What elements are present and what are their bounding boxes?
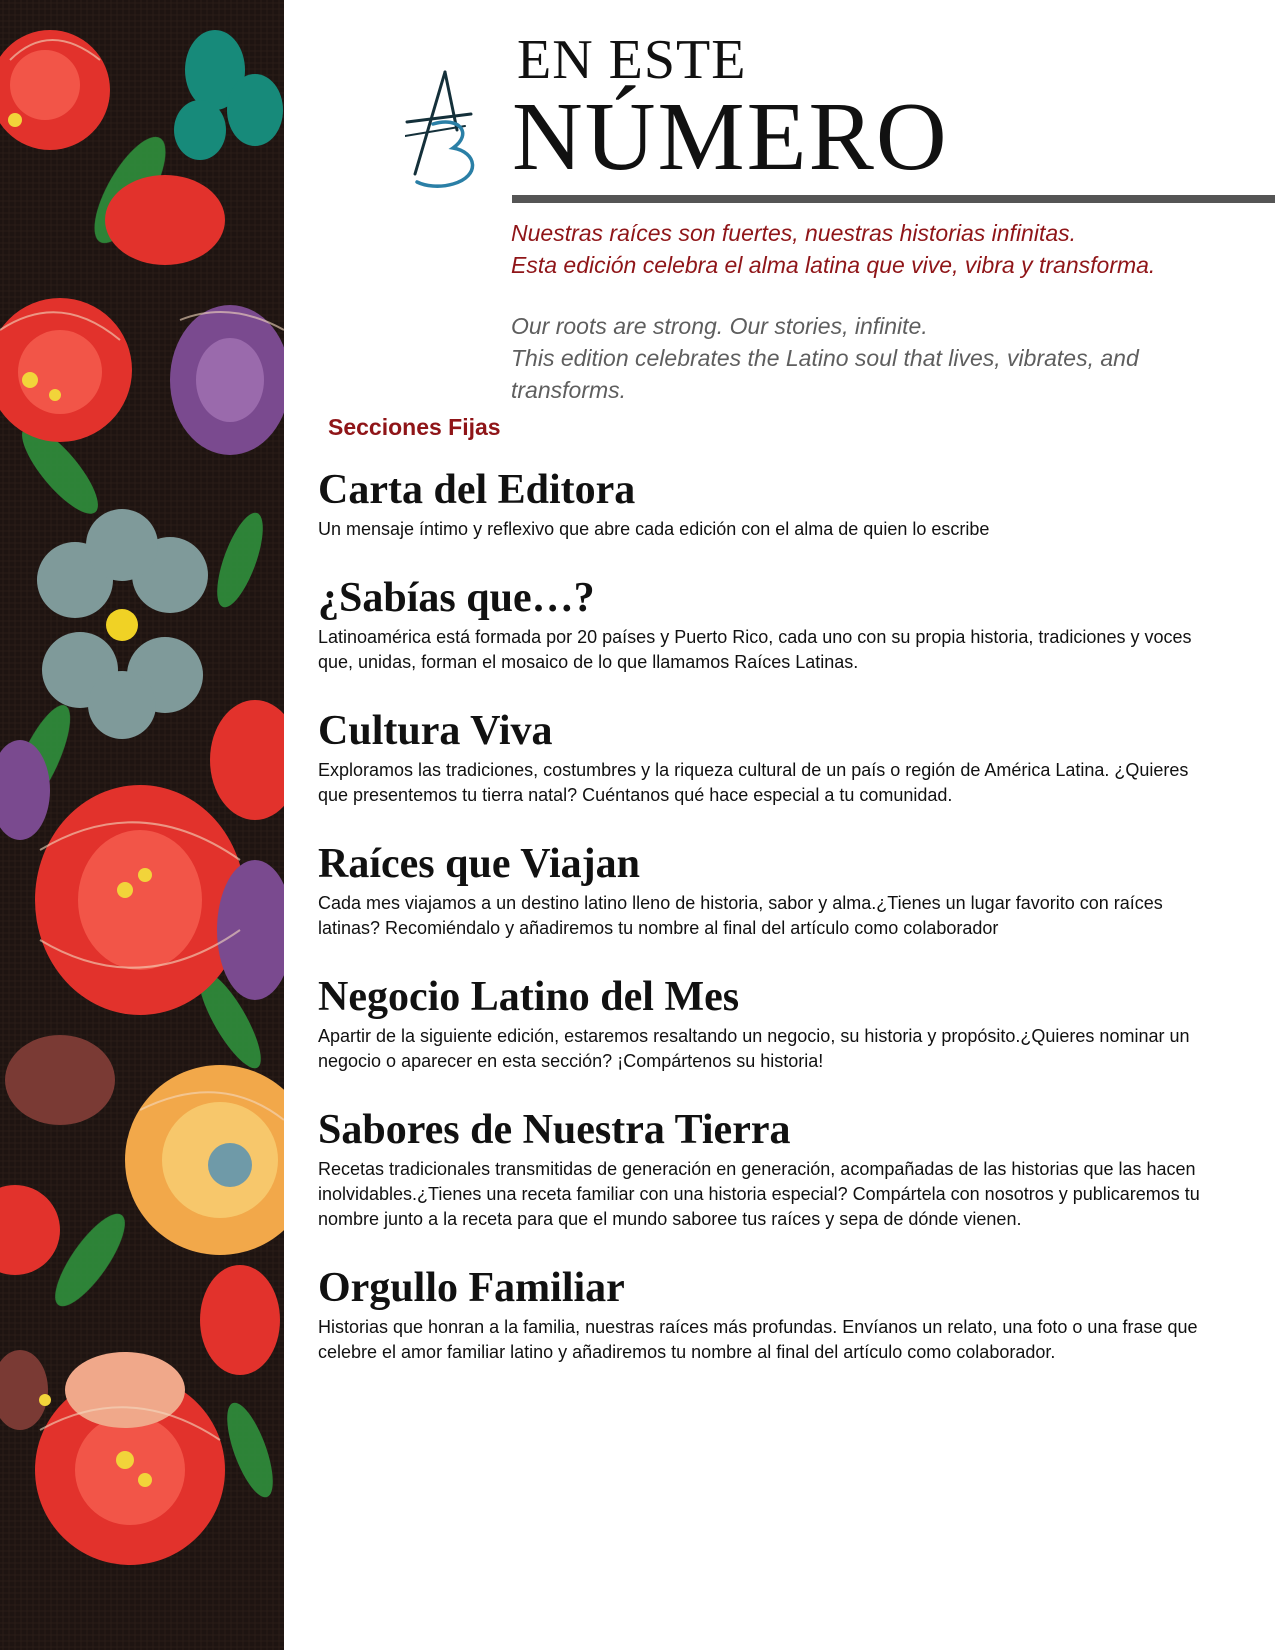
section-title: Orgullo Familiar	[318, 1265, 625, 1311]
intro-english-line2: This edition celebrates the Latino soul that lives, vibrates, and transforms.	[511, 345, 1139, 403]
section-description: Cada mes viajamos a un destino latino lleno de historia, sabor y alma.¿Tienes un lugar favorito con raíces latinas? Recomiéndalo y añadiremos tu nombre al final del artículo como colaborador	[318, 893, 1163, 938]
intro-spanish	[511, 217, 1211, 281]
page-title-line2: NÚMERO	[512, 83, 949, 191]
intro-spanish-line2: Esta edición celebra el alma latina que vive, vibra y transforma.	[511, 252, 1156, 278]
page-title-line1: EN ESTE	[517, 29, 747, 91]
title-divider	[512, 195, 1275, 203]
section-sabias-que	[318, 572, 1218, 675]
section-raices-que-viajan	[318, 838, 1218, 941]
section-title: Carta del Editora	[318, 467, 636, 513]
rl-monogram-logo	[405, 64, 495, 196]
fixed-sections-label: Secciones Fijas	[328, 414, 501, 440]
intro-spanish-line1: Nuestras raíces son fuertes, nuestras historias infinitas.	[511, 220, 1077, 246]
section-orgullo-familiar	[318, 1262, 1218, 1365]
section-title: ¿Sabías que…?	[318, 575, 595, 621]
section-cultura-viva	[318, 705, 1218, 808]
sections-list	[318, 464, 1218, 1365]
intro-english	[511, 310, 1211, 406]
intro-text	[511, 217, 1211, 406]
section-carta-del-editora	[318, 464, 1218, 542]
section-title: Negocio Latino del Mes	[318, 974, 740, 1020]
embroidered-flowers-image	[0, 0, 284, 1650]
section-sabores	[318, 1104, 1218, 1232]
section-description: Recetas tradicionales transmitidas de generación en generación, acompañadas de las historias que las hacen inolvidables.¿Tienes una receta familiar con una historia especial? Compártela con nosotros y publicaremos tu nombre junto a la receta para que el mundo saboree tus raíces y sepa de dónde vienen.	[318, 1159, 1200, 1229]
section-description: Historias que honran a la familia, nuestras raíces más profundas. Envíanos un relato, una foto o una frase que celebre el amor familiar latino y añadiremos tu nombre al final del artículo como colaborador.	[318, 1317, 1198, 1362]
section-description: Apartir de la siguiente edición, estaremos resaltando un negocio, su historia y propósito.¿Quieres nominar un negocio o aparecer en esta sección? ¡Compártenos su historia!	[318, 1026, 1190, 1071]
section-negocio-latino	[318, 971, 1218, 1074]
section-title: Raíces que Viajan	[318, 841, 641, 887]
section-description: Exploramos las tradiciones, costumbres y la riqueza cultural de un país o región de América Latina. ¿Quieres que presentemos tu tierra natal? Cuéntanos qué hace especial a tu comunidad.	[318, 760, 1189, 805]
section-title: Sabores de Nuestra Tierra	[318, 1107, 791, 1153]
section-title: Cultura Viva	[318, 708, 553, 754]
section-description: Latinoamérica está formada por 20 países y Puerto Rico, cada uno con su propia historia, tradiciones y voces que, unidas, forman el mosaico de lo que llamamos Raíces Latinas.	[318, 627, 1192, 672]
intro-english-line1: Our roots are strong. Our stories, infinite.	[511, 313, 928, 339]
section-description: Un mensaje íntimo y reflexivo que abre cada edición con el alma de quien lo escribe	[318, 519, 990, 539]
